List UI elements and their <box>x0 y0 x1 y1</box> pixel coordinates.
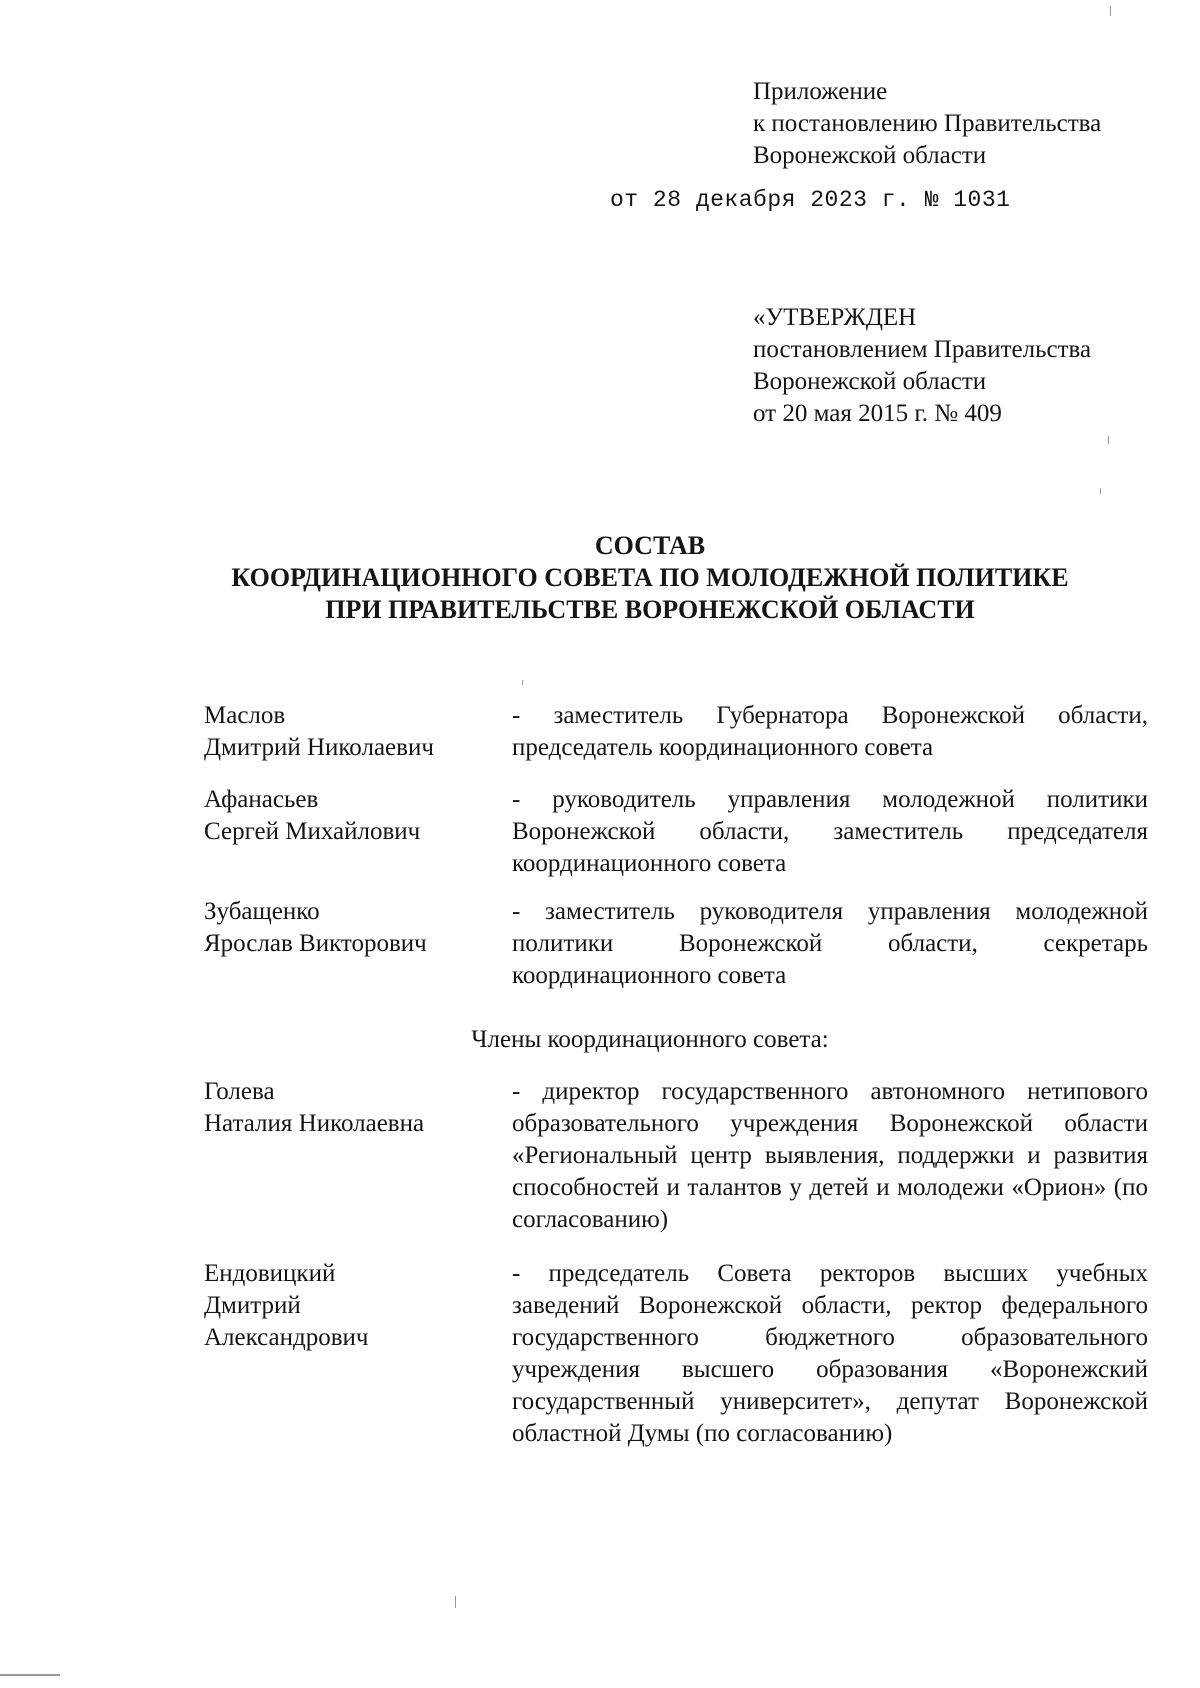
scan-speck <box>455 1596 456 1608</box>
member-patronymic: Александрович <box>204 1324 369 1351</box>
approved-line-2: постановлением Правительства <box>753 336 1092 363</box>
scan-speck <box>1110 6 1111 16</box>
member-given-name: Сергей Михайлович <box>204 818 421 845</box>
leadership-list <box>204 700 1148 992</box>
member-given-name: Ярослав Викторович <box>204 930 427 957</box>
scan-speck <box>1108 436 1109 444</box>
approved-line-1: «УТВЕРЖДЕН <box>753 304 917 331</box>
title-line-2: КООРДИНАЦИОННОГО СОВЕТА ПО МОЛОДЕЖНОЙ ПОЛИТИКЕ <box>231 563 1069 592</box>
scan-speck <box>522 680 523 685</box>
member-row <box>204 784 1148 880</box>
scan-speck <box>1100 488 1101 494</box>
member-surname: Афанасьев <box>204 786 319 813</box>
member-row <box>204 1258 1148 1450</box>
annex-line-1: Приложение <box>753 78 888 105</box>
members-list <box>204 1076 1148 1450</box>
member-row <box>204 1076 1148 1236</box>
approved-line-3: Воронежской области <box>753 368 987 395</box>
member-role: - заместитель руководителя управления молодежной политики Воронежской области, секретарь координационного совета <box>512 898 1148 989</box>
member-role: - руководитель управления молодежной политики Воронежской области, заместитель председателя координационного совета <box>512 786 1148 877</box>
member-surname: Маслов <box>204 702 286 729</box>
member-surname: Голева <box>204 1078 275 1105</box>
member-role: - председатель Совета ректоров высших учебных заведений Воронежской области, ректор федерального государственного бюджетного образовательного учреждения высшего образования «Воронежский государственный университет», депутат Воронежской областной Думы (по согласованию) <box>512 1260 1148 1447</box>
member-name <box>204 1076 512 1236</box>
member-given-name: Дмитрий Николаевич <box>204 734 434 761</box>
approved-line-4: от 20 мая 2015 г. № 409 <box>753 400 1002 427</box>
annex-line-3: Воронежской области <box>753 142 987 169</box>
member-given-name: Дмитрий <box>204 1292 301 1319</box>
member-name <box>204 784 512 880</box>
members-heading: Члены координационного совета: <box>471 1026 829 1053</box>
member-row <box>204 700 1148 764</box>
annex-block <box>753 76 1101 172</box>
member-role: - заместитель Губернатора Воронежской области, председатель координационного совета <box>512 702 1148 761</box>
member-name <box>204 700 512 764</box>
member-given-name: Наталия Николаевна <box>204 1110 425 1137</box>
annex-line-2: к постановлению Правительства <box>753 110 1102 137</box>
scan-speck <box>0 1674 60 1676</box>
member-role: - директор государственного автономного нетипового образовательного учреждения Воронежской области «Региональный центр выявления, поддержки и развития способностей и талантов у детей и молодежи «Орион» (по согласованию) <box>512 1078 1148 1233</box>
member-row <box>204 896 1148 992</box>
document-title <box>150 530 1150 626</box>
title-line-3: ПРИ ПРАВИТЕЛЬСТВЕ ВОРОНЕЖСКОЙ ОБЛАСТИ <box>325 595 975 624</box>
member-surname: Ендовицкий <box>204 1260 336 1287</box>
approved-block <box>753 302 1091 430</box>
member-name <box>204 1258 512 1450</box>
member-surname: Зубащенко <box>204 898 320 925</box>
title-line-1: СОСТАВ <box>594 531 706 560</box>
annex-date: от 28 декабря 2023 г. № 1031 <box>610 187 1011 213</box>
member-name <box>204 896 512 992</box>
